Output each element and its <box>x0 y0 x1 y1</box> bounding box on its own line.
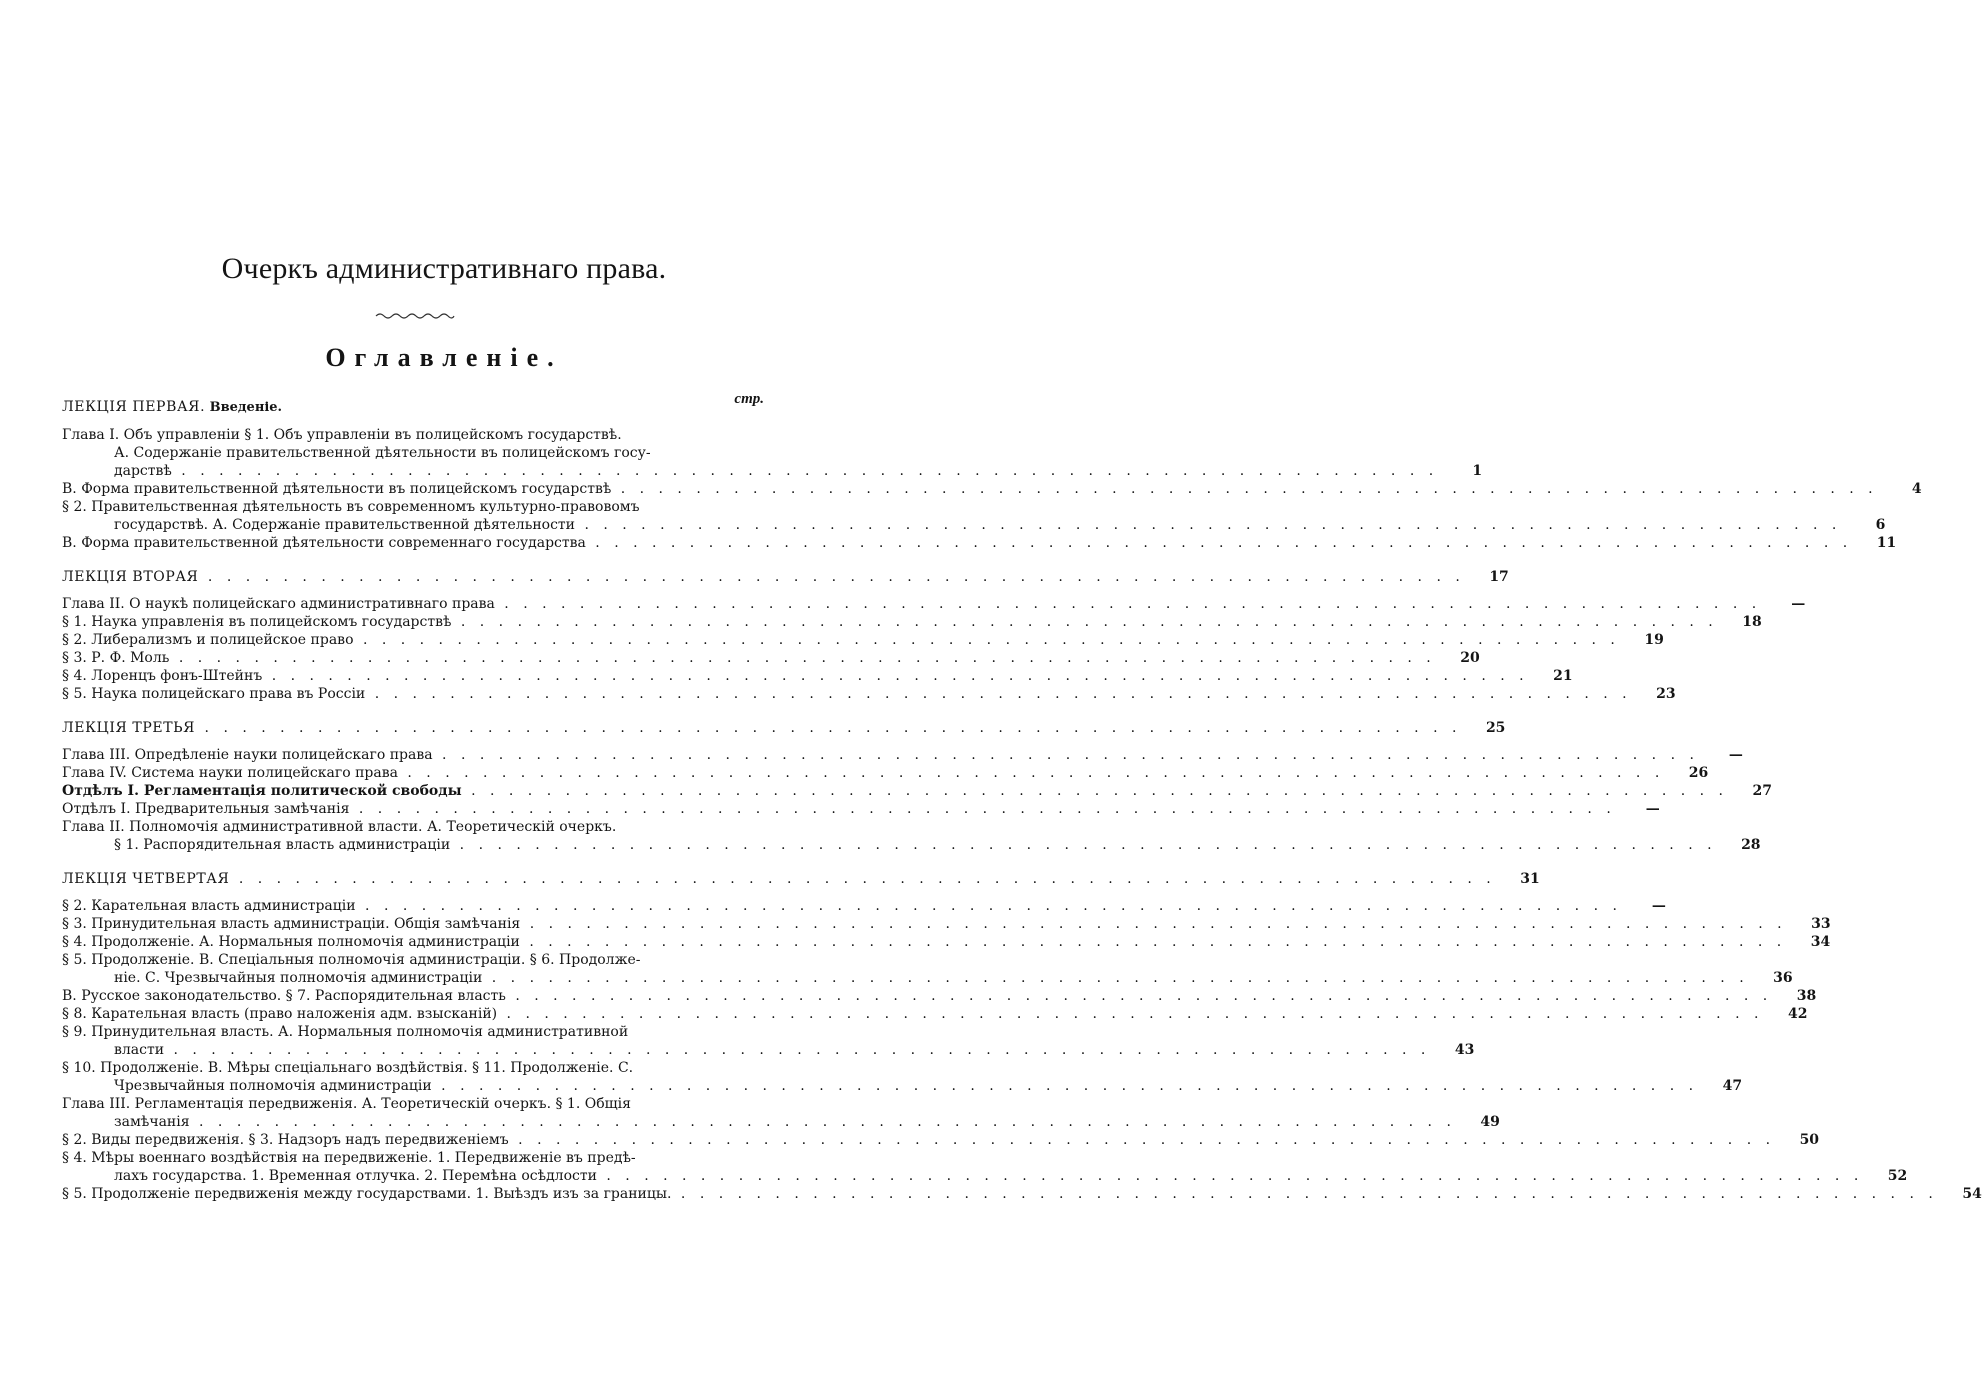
toc-entry-line <box>62 800 1660 818</box>
page-title: Очеркъ административнаго права. <box>221 252 667 285</box>
toc-entry-line <box>62 1113 1500 1131</box>
toc-entry-text: § 10. Продолженіе. В. Мѣры спеціальнаго воздѣйствія. § 11. Продолженіе. С. <box>62 1060 634 1076</box>
toc-entry-text: Чрезвычайныя полномочія администраціи <box>114 1078 432 1094</box>
toc-page-number: 50 <box>1799 1132 1820 1148</box>
toc-entry-line <box>62 933 1831 951</box>
lecture-title: ЛЕКЦІЯ ЧЕТВЕРТАЯ <box>62 871 230 887</box>
lecture-title: ЛЕКЦІЯ ПЕРВАЯ. <box>62 399 206 415</box>
toc-entry-continuation <box>62 1059 766 1077</box>
toc-heading: Оглавленіе. <box>325 343 563 372</box>
toc-entry-text: § 2. Правительственная дѣятельность въ современномъ культурно-правовомъ <box>62 499 640 515</box>
dot-leader: . . . . . . . . . . . . . . . . . . . . . . . . . . . . . . . . . . . . . . . . . . . . . . . . . . . . . . . . . . . . . . . . . . . <box>494 596 1762 612</box>
toc-page-number: 54 <box>1962 1186 1982 1202</box>
toc-page-number: 49 <box>1480 1114 1500 1130</box>
toc-entry-text: Отдѣлъ I. Регламентація политической свободы <box>62 783 462 799</box>
dot-leader: . . . . . . . . . . . . . . . . . . . . . . . . . . . . . . . . . . . . . . . . . . . . . . . . . . . . . . . . . . . . . . . . . . . <box>353 632 1620 648</box>
lecture-title: ЛЕКЦІЯ ТРЕТЬЯ <box>62 720 196 736</box>
toc-section <box>62 398 1922 552</box>
toc-page-number: 6 <box>1875 517 1886 533</box>
toc-page-number: 19 <box>1644 632 1664 648</box>
toc-page-number: 33 <box>1811 916 1831 932</box>
toc-entry-text: § 8. Карательная власть (право наложенія адм. взысканій) <box>62 1006 498 1022</box>
toc-entry-text: § 4. Продолженіе. А. Нормальныя полномочія администраціи <box>62 934 520 950</box>
table-of-contents <box>62 398 1982 1217</box>
dot-leader: . . . . . . . . . . . . . . . . . . . . . . . . . . . . . . . . . . . . . . . . . . . . . . . . . . . . . . . . . . . . . . . . . . . <box>355 898 1622 914</box>
toc-page-number: — <box>1728 747 1743 763</box>
dot-leader: . . . . . . . . . . . . . . . . . . . . . . . . . . . . . . . . . . . . . . . . . . . . . . . . . . . . . . . . . . . . . . . . . . . <box>671 1186 1938 1202</box>
toc-entry <box>62 498 1886 534</box>
toc-entry-continuation <box>62 426 766 444</box>
toc-page-number: 4 <box>1911 481 1922 497</box>
dot-leader: . . . . . . . . . . . . . . . . . . . . . . . . . . . . . . . . . . . . . . . . . . . . . . . . . . . . . . . . . . . . . . . . . . . <box>575 517 1842 533</box>
dot-leader: . . . . . . . . . . . . . . . . . . . . . . . . . . . . . . . . . . . . . . . . . . . . . . . . . . . . . . . . . . . . . . . . . . . <box>519 934 1787 950</box>
toc-entry-continuation <box>62 444 766 462</box>
toc-entry-line <box>62 649 1480 667</box>
toc-page-number: 42 <box>1787 1006 1808 1022</box>
dot-leader: . . . . . . . . . . . . . . . . . . . . . . . . . . . . . . . . . . . . . . . . . . . . . . . . . . . . . . . . . . . . . . . . . . . <box>505 988 1773 1004</box>
toc-entry <box>62 1185 1982 1203</box>
lecture-heading <box>62 398 766 417</box>
toc-page-number: 38 <box>1796 988 1817 1004</box>
toc-entry-line <box>62 480 1922 498</box>
toc-entry-text: замѣчанія <box>114 1114 190 1130</box>
toc-entry <box>62 1023 1475 1059</box>
toc-entry-text: Глава I. Объ управленіи § 1. Объ управленіи въ полицейскомъ государствѣ. <box>62 427 622 443</box>
toc-entry-text: дарствѣ <box>114 463 172 479</box>
toc-entry-text: В. Форма правительственной дѣятельности въ полицейскомъ государствѣ <box>62 481 612 497</box>
toc-entry <box>62 1005 1808 1023</box>
toc-entry <box>62 667 1573 685</box>
toc-page-number: 36 <box>1773 970 1793 986</box>
toc-entry-text: § 5. Наука полицейскаго права въ Россіи <box>62 686 366 702</box>
toc-section <box>62 568 1806 703</box>
toc-entry <box>62 631 1664 649</box>
toc-entry <box>62 987 1817 1005</box>
toc-entry-text: § 5. Продолженіе передвиженія между государствами. 1. Выѣздъ изъ за границы. <box>62 1186 672 1202</box>
toc-entry-text: А. Содержаніе правительственной дѣятельности въ полицейскомъ госу- <box>114 445 651 461</box>
toc-entry <box>62 426 1483 480</box>
lecture-page-number: 17 <box>1489 569 1509 585</box>
toc-entry <box>62 649 1480 667</box>
toc-entry <box>62 595 1806 613</box>
lecture-title: ЛЕКЦІЯ ВТОРАЯ <box>62 569 199 585</box>
toc-entry <box>62 782 1772 800</box>
dot-leader: . . . . . . . . . . . . . . . . . . . . . . . . . . . . . . . . . . . . . . . . . . . . . . . . . . . . . . . . . . . . . . . . . . . <box>365 686 1632 702</box>
toc-entry-text: § 9. Принудительная власть. А. Нормальныя полномочія административной <box>62 1024 629 1040</box>
toc-entry <box>62 1059 1743 1095</box>
toc-entry-line <box>62 534 1897 552</box>
lecture-heading <box>62 870 1540 888</box>
toc-entry-line <box>62 836 1761 854</box>
dot-leader: . . . . . . . . . . . . . . . . . . . . . . . . . . . . . . . . . . . . . . . . . . . . . . . . . . . . . . . . . . . . . . . . . . . <box>611 481 1878 497</box>
toc-entry <box>62 915 1831 933</box>
toc-entry-continuation <box>62 818 766 836</box>
toc-entry-text: ніе. С. Чрезвычайныя полномочія администраціи <box>114 970 483 986</box>
toc-entry-text: § 5. Продолженіе. В. Спеціальныя полномочія администраціи. § 6. Продолже- <box>62 952 641 968</box>
toc-entry-line <box>62 1005 1808 1023</box>
toc-entry-line <box>62 987 1817 1005</box>
toc-entry-line <box>62 1077 1743 1095</box>
dot-leader: . . . . . . . . . . . . . . . . . . . . . . . . . . . . . . . . . . . . . . . . . . . . . . . . . . . . . . . . . . . . . . . . . . . <box>169 650 1436 666</box>
toc-entry-line <box>62 764 1709 782</box>
toc-entry-continuation <box>62 1095 766 1113</box>
toc-entry-text: § 3. Принудительная власть администраціи. Общія замѣчанія <box>62 916 521 932</box>
toc-page-number: 1 <box>1472 463 1483 479</box>
dot-leader: . . . . . . . . . . . . . . . . . . . . . . . . . . . . . . . . . . . . . . . . . . . . . . . . . . . . . . . . . . . . . . . . . . . <box>431 1078 1699 1094</box>
ornament-divider <box>374 310 456 322</box>
toc-entry-line <box>62 595 1806 613</box>
lecture-subtitle: Введеніе. <box>209 400 283 415</box>
toc-entry-text: государствѣ. А. Содержаніе правительственной дѣятельности <box>114 517 576 533</box>
toc-entry-text: § 4. Лоренцъ фонъ-Штейнъ <box>62 668 263 684</box>
lecture-page-number: 25 <box>1485 720 1506 736</box>
toc-page-number: 11 <box>1876 535 1897 551</box>
dot-leader: . . . . . . . . . . . . . . . . . . . . . . . . . . . . . . . . . . . . . . . . . . . . . . . . . . . . . . . . . . . . . . . . . . . <box>451 614 1718 630</box>
dot-leader: . . . . . . . . . . . . . . . . . . . . . . . . . . . . . . . . . . . . . . . . . . . . . . . . . . . . . . . . . . . . . . . . . . . <box>520 916 1787 932</box>
toc-entry-line <box>62 462 1483 480</box>
toc-entry-continuation <box>62 1149 766 1167</box>
lecture-heading <box>62 719 1506 737</box>
toc-page-number: — <box>1791 596 1806 612</box>
toc-entry <box>62 897 1666 915</box>
dot-leader: . . . . . . . . . . . . . . . . . . . . . . . . . . . . . . . . . . . . . . . . . . . . . . . . . . . . . . . . . . . . . . . . . . . <box>262 668 1529 684</box>
dot-leader: . . . . . . . . . . . . . . . . . . . . . . . . . . . . . . . . . . . . . . . . . . . . . . . . . . . . . . . . . . . . . . . . . . . <box>164 1042 1431 1058</box>
toc-entry-text: § 1. Наука управленія въ полицейскомъ государствѣ <box>62 614 452 630</box>
toc-entry-line <box>62 897 1666 915</box>
toc-entry-text: Глава II. Полномочія административной власти. А. Теоретическій очеркъ. <box>62 819 617 835</box>
toc-entry-line <box>62 1167 1908 1185</box>
toc-entry-text: лахъ государства. 1. Временная отлучка. 2. Перемѣна осѣдлости <box>114 1168 597 1184</box>
toc-entry-text: Глава II. О наукѣ полицейскаго административнаго права <box>62 596 495 612</box>
toc-section <box>62 870 1982 1203</box>
toc-page-number: 27 <box>1752 783 1772 799</box>
toc-entry <box>62 480 1922 498</box>
toc-entry-text: Глава III. Опредѣленіе науки полицейскаго права <box>62 747 433 763</box>
toc-entry-text: § 2. Либерализмъ и полицейское право <box>62 632 354 648</box>
dot-leader: . . . . . . . . . . . . . . . . . . . . . . . . . . . . . . . . . . . . . . . . . . . . . . . . . . . . . . . . . . . . . . . . . . . <box>497 1006 1764 1022</box>
toc-entry-text: В. Форма правительственной дѣятельности современнаго государства <box>62 535 586 551</box>
toc-page-number: 52 <box>1887 1168 1908 1184</box>
toc-entry-text: В. Русское законодательство. § 7. Распорядительная власть <box>62 988 506 1004</box>
dot-leader: . . . . . . . . . . . . . . . . . . . . . . . . . . . . . . . . . . . . . . . . . . . . . . . . . . . . . . . . . . . . . . . . . . . <box>508 1132 1776 1148</box>
toc-entry-continuation <box>62 1023 766 1041</box>
toc-entry <box>62 1095 1500 1131</box>
toc-entry <box>62 764 1709 782</box>
toc-entry-line <box>62 782 1772 800</box>
toc-page-number: 43 <box>1454 1042 1475 1058</box>
toc-entry <box>62 951 1793 987</box>
toc-entry-text: § 2. Карательная власть администраціи <box>62 898 356 914</box>
dot-leader: . . . . . . . . . . . . . . . . . . . . . . . . . . . . . . . . . . . . . . . . . . . . . . . . . . . . . . . . . . . . . . . . . . . <box>596 1168 1864 1184</box>
toc-entry-line <box>62 915 1831 933</box>
toc-entry-line <box>62 1185 1982 1203</box>
dot-leader: . . . . . . . . . . . . . . . . . . . . . . . . . . . . . . . . . . . . . . . . . . . . . . . . . . . . . . . . . . . . . . . . . . . <box>482 970 1749 986</box>
toc-entry-line <box>62 969 1793 987</box>
dot-leader: . . . . . . . . . . . . . . . . . . . . . . . . . . . . . . . . . . . . . . . . . . . . . . . . . . . . . . . . . . . . . . . . . . . <box>198 569 1465 585</box>
toc-entry <box>62 746 1743 764</box>
toc-entry-text: § 4. Мѣры военнаго воздѣйствія на передвиженіе. 1. Передвиженіе въ предѣ- <box>62 1150 636 1166</box>
toc-entry <box>62 534 1897 552</box>
toc-entry-line <box>62 1131 1820 1149</box>
dot-leader: . . . . . . . . . . . . . . . . . . . . . . . . . . . . . . . . . . . . . . . . . . . . . . . . . . . . . . . . . . . . . . . . . . . <box>349 801 1616 817</box>
dot-leader: . . . . . . . . . . . . . . . . . . . . . . . . . . . . . . . . . . . . . . . . . . . . . . . . . . . . . . . . . . . . . . . . . . . <box>195 720 1462 736</box>
toc-entry-line <box>62 685 1676 703</box>
dot-leader: . . . . . . . . . . . . . . . . . . . . . . . . . . . . . . . . . . . . . . . . . . . . . . . . . . . . . . . . . . . . . . . . . . . <box>461 783 1728 799</box>
page-column-label: стр. <box>734 391 764 407</box>
toc-entry-text: Отдѣлъ I. Предварительныя замѣчанія <box>62 801 350 817</box>
toc-page-number: 20 <box>1460 650 1480 666</box>
toc-page-number: — <box>1645 801 1660 817</box>
toc-entry-continuation <box>62 498 766 516</box>
toc-entry-text: Глава III. Регламентація передвиженія. А. Теоретическій очеркъ. § 1. Общія <box>62 1096 631 1112</box>
toc-entry-continuation <box>62 951 766 969</box>
toc-page-number: 21 <box>1553 668 1573 684</box>
dot-leader: . . . . . . . . . . . . . . . . . . . . . . . . . . . . . . . . . . . . . . . . . . . . . . . . . . . . . . . . . . . . . . . . . . . <box>585 535 1853 551</box>
toc-entry-line <box>62 746 1743 764</box>
toc-entry <box>62 1149 1908 1185</box>
toc-page-number: 34 <box>1810 934 1831 950</box>
toc-page-number: 18 <box>1742 614 1762 630</box>
dot-leader: . . . . . . . . . . . . . . . . . . . . . . . . . . . . . . . . . . . . . . . . . . . . . . . . . . . . . . . . . . . . . . . . . . . <box>189 1114 1456 1130</box>
toc-page-number: 26 <box>1688 765 1709 781</box>
toc-page-number: 47 <box>1722 1078 1743 1094</box>
dot-leader: . . . . . . . . . . . . . . . . . . . . . . . . . . . . . . . . . . . . . . . . . . . . . . . . . . . . . . . . . . . . . . . . . . . <box>229 871 1496 887</box>
toc-entry-line <box>62 613 1762 631</box>
toc-entry-text: власти <box>114 1042 165 1058</box>
lecture-page-number: 31 <box>1520 871 1540 887</box>
dot-leader: . . . . . . . . . . . . . . . . . . . . . . . . . . . . . . . . . . . . . . . . . . . . . . . . . . . . . . . . . . . . . . . . . . . <box>397 765 1665 781</box>
toc-entry <box>62 800 1660 818</box>
toc-section <box>62 719 1772 854</box>
toc-entry-text: § 2. Виды передвиженія. § 3. Надзоръ надъ передвиженіемъ <box>62 1132 509 1148</box>
toc-entry <box>62 613 1762 631</box>
toc-entry-text: § 3. Р. Ф. Моль <box>62 650 170 666</box>
toc-entry-line <box>62 516 1886 534</box>
toc-entry-text: Глава IV. Система науки полицейскаго права <box>62 765 398 781</box>
toc-entry <box>62 1131 1820 1149</box>
dot-leader: . . . . . . . . . . . . . . . . . . . . . . . . . . . . . . . . . . . . . . . . . . . . . . . . . . . . . . . . . . . . . . . . . . . <box>171 463 1439 479</box>
toc-entry <box>62 933 1831 951</box>
toc-entry <box>62 685 1676 703</box>
dot-leader: . . . . . . . . . . . . . . . . . . . . . . . . . . . . . . . . . . . . . . . . . . . . . . . . . . . . . . . . . . . . . . . . . . . <box>450 837 1717 853</box>
toc-page-number: 28 <box>1741 837 1761 853</box>
toc-page-number: 23 <box>1656 686 1676 702</box>
lecture-heading <box>62 568 1509 586</box>
toc-page-number: — <box>1651 898 1666 914</box>
toc-entry-line <box>62 1041 1475 1059</box>
toc-entry-line <box>62 667 1573 685</box>
toc-entry-line <box>62 631 1664 649</box>
toc-entry <box>62 818 1761 854</box>
dot-leader: . . . . . . . . . . . . . . . . . . . . . . . . . . . . . . . . . . . . . . . . . . . . . . . . . . . . . . . . . . . . . . . . . . . <box>432 747 1699 763</box>
toc-entry-text: § 1. Распорядительная власть администраціи <box>114 837 451 853</box>
